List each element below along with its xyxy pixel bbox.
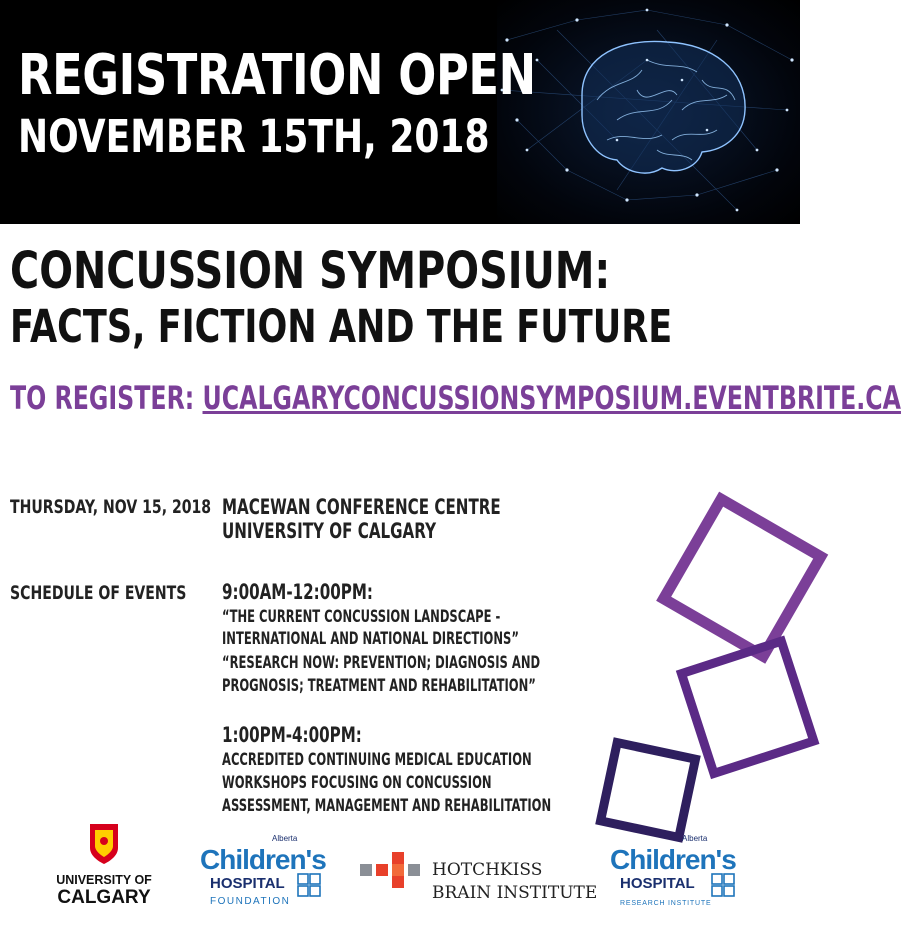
registration-heading: REGISTRATION OPEN <box>18 43 536 108</box>
register-line <box>10 379 901 417</box>
research-logo <box>610 834 736 907</box>
square-large <box>664 499 821 656</box>
research-line2: HOSPITAL <box>620 875 695 892</box>
ucalgary-line2: CALGARY <box>57 887 151 908</box>
foundation-line2: HOSPITAL <box>210 875 285 892</box>
hotchkiss-cross-icon <box>360 852 420 888</box>
morning-line: INTERNATIONAL AND NATIONAL DIRECTIONS” <box>222 629 519 648</box>
square-medium <box>681 641 813 773</box>
brain-icon <box>497 0 800 224</box>
hotchkiss-line2: BRAIN INSTITUTE <box>432 883 598 903</box>
event-date: THURSDAY, NOV 15, 2018 <box>10 496 212 518</box>
afternoon-line: WORKSHOPS FOCUSING ON CONCUSSION <box>222 773 492 792</box>
afternoon-time: 1:00PM-4:00PM: <box>222 723 362 747</box>
symposium-title: CONCUSSION SYMPOSIUM: <box>10 242 611 301</box>
morning-line: “THE CURRENT CONCUSSION LANDSCAPE - <box>222 607 501 626</box>
foundation-name: Children's <box>200 844 326 875</box>
register-label: TO REGISTER: <box>10 379 203 417</box>
header-banner <box>0 0 800 224</box>
register-link[interactable]: UCALGARYCONCUSSIONSYMPOSIUM.EVENTBRITE.CA <box>202 379 901 417</box>
research-province: Alberta <box>682 834 708 843</box>
foundation-province: Alberta <box>272 834 298 843</box>
research-blocks-icon <box>712 874 734 896</box>
research-line3: RESEARCH INSTITUTE <box>620 900 712 907</box>
ucalgary-line1: UNIVERSITY OF <box>56 873 152 887</box>
foundation-logo <box>200 834 326 907</box>
foundation-blocks-icon <box>298 874 320 896</box>
foundation-line3: FOUNDATION <box>210 896 291 907</box>
ucalgary-logo <box>56 824 152 908</box>
venue-name: MACEWAN CONFERENCE CENTRE <box>222 495 501 519</box>
hotchkiss-line1: HOTCHKISS <box>432 860 543 880</box>
decorative-squares <box>590 470 800 830</box>
afternoon-line: ACCREDITED CONTINUING MEDICAL EDUCATION <box>222 750 532 769</box>
afternoon-line: ASSESSMENT, MANAGEMENT AND REHABILITATION <box>222 796 552 815</box>
registration-date: NOVEMBER 15TH, 2018 <box>18 110 490 163</box>
morning-line: “RESEARCH NOW: PREVENTION; DIAGNOSIS AND <box>222 653 541 672</box>
hotchkiss-logo <box>360 852 597 903</box>
morning-line: PROGNOSIS; TREATMENT AND REHABILITATION” <box>222 676 536 695</box>
brain-network-image <box>497 0 800 224</box>
symposium-subtitle: FACTS, FICTION AND THE FUTURE <box>10 300 673 353</box>
morning-time: 9:00AM-12:00PM: <box>222 580 373 604</box>
venue-university: UNIVERSITY OF CALGARY <box>222 519 437 543</box>
research-name: Children's <box>610 844 736 875</box>
schedule-label: SCHEDULE OF EVENTS <box>10 582 187 604</box>
sponsor-logos <box>0 812 800 922</box>
